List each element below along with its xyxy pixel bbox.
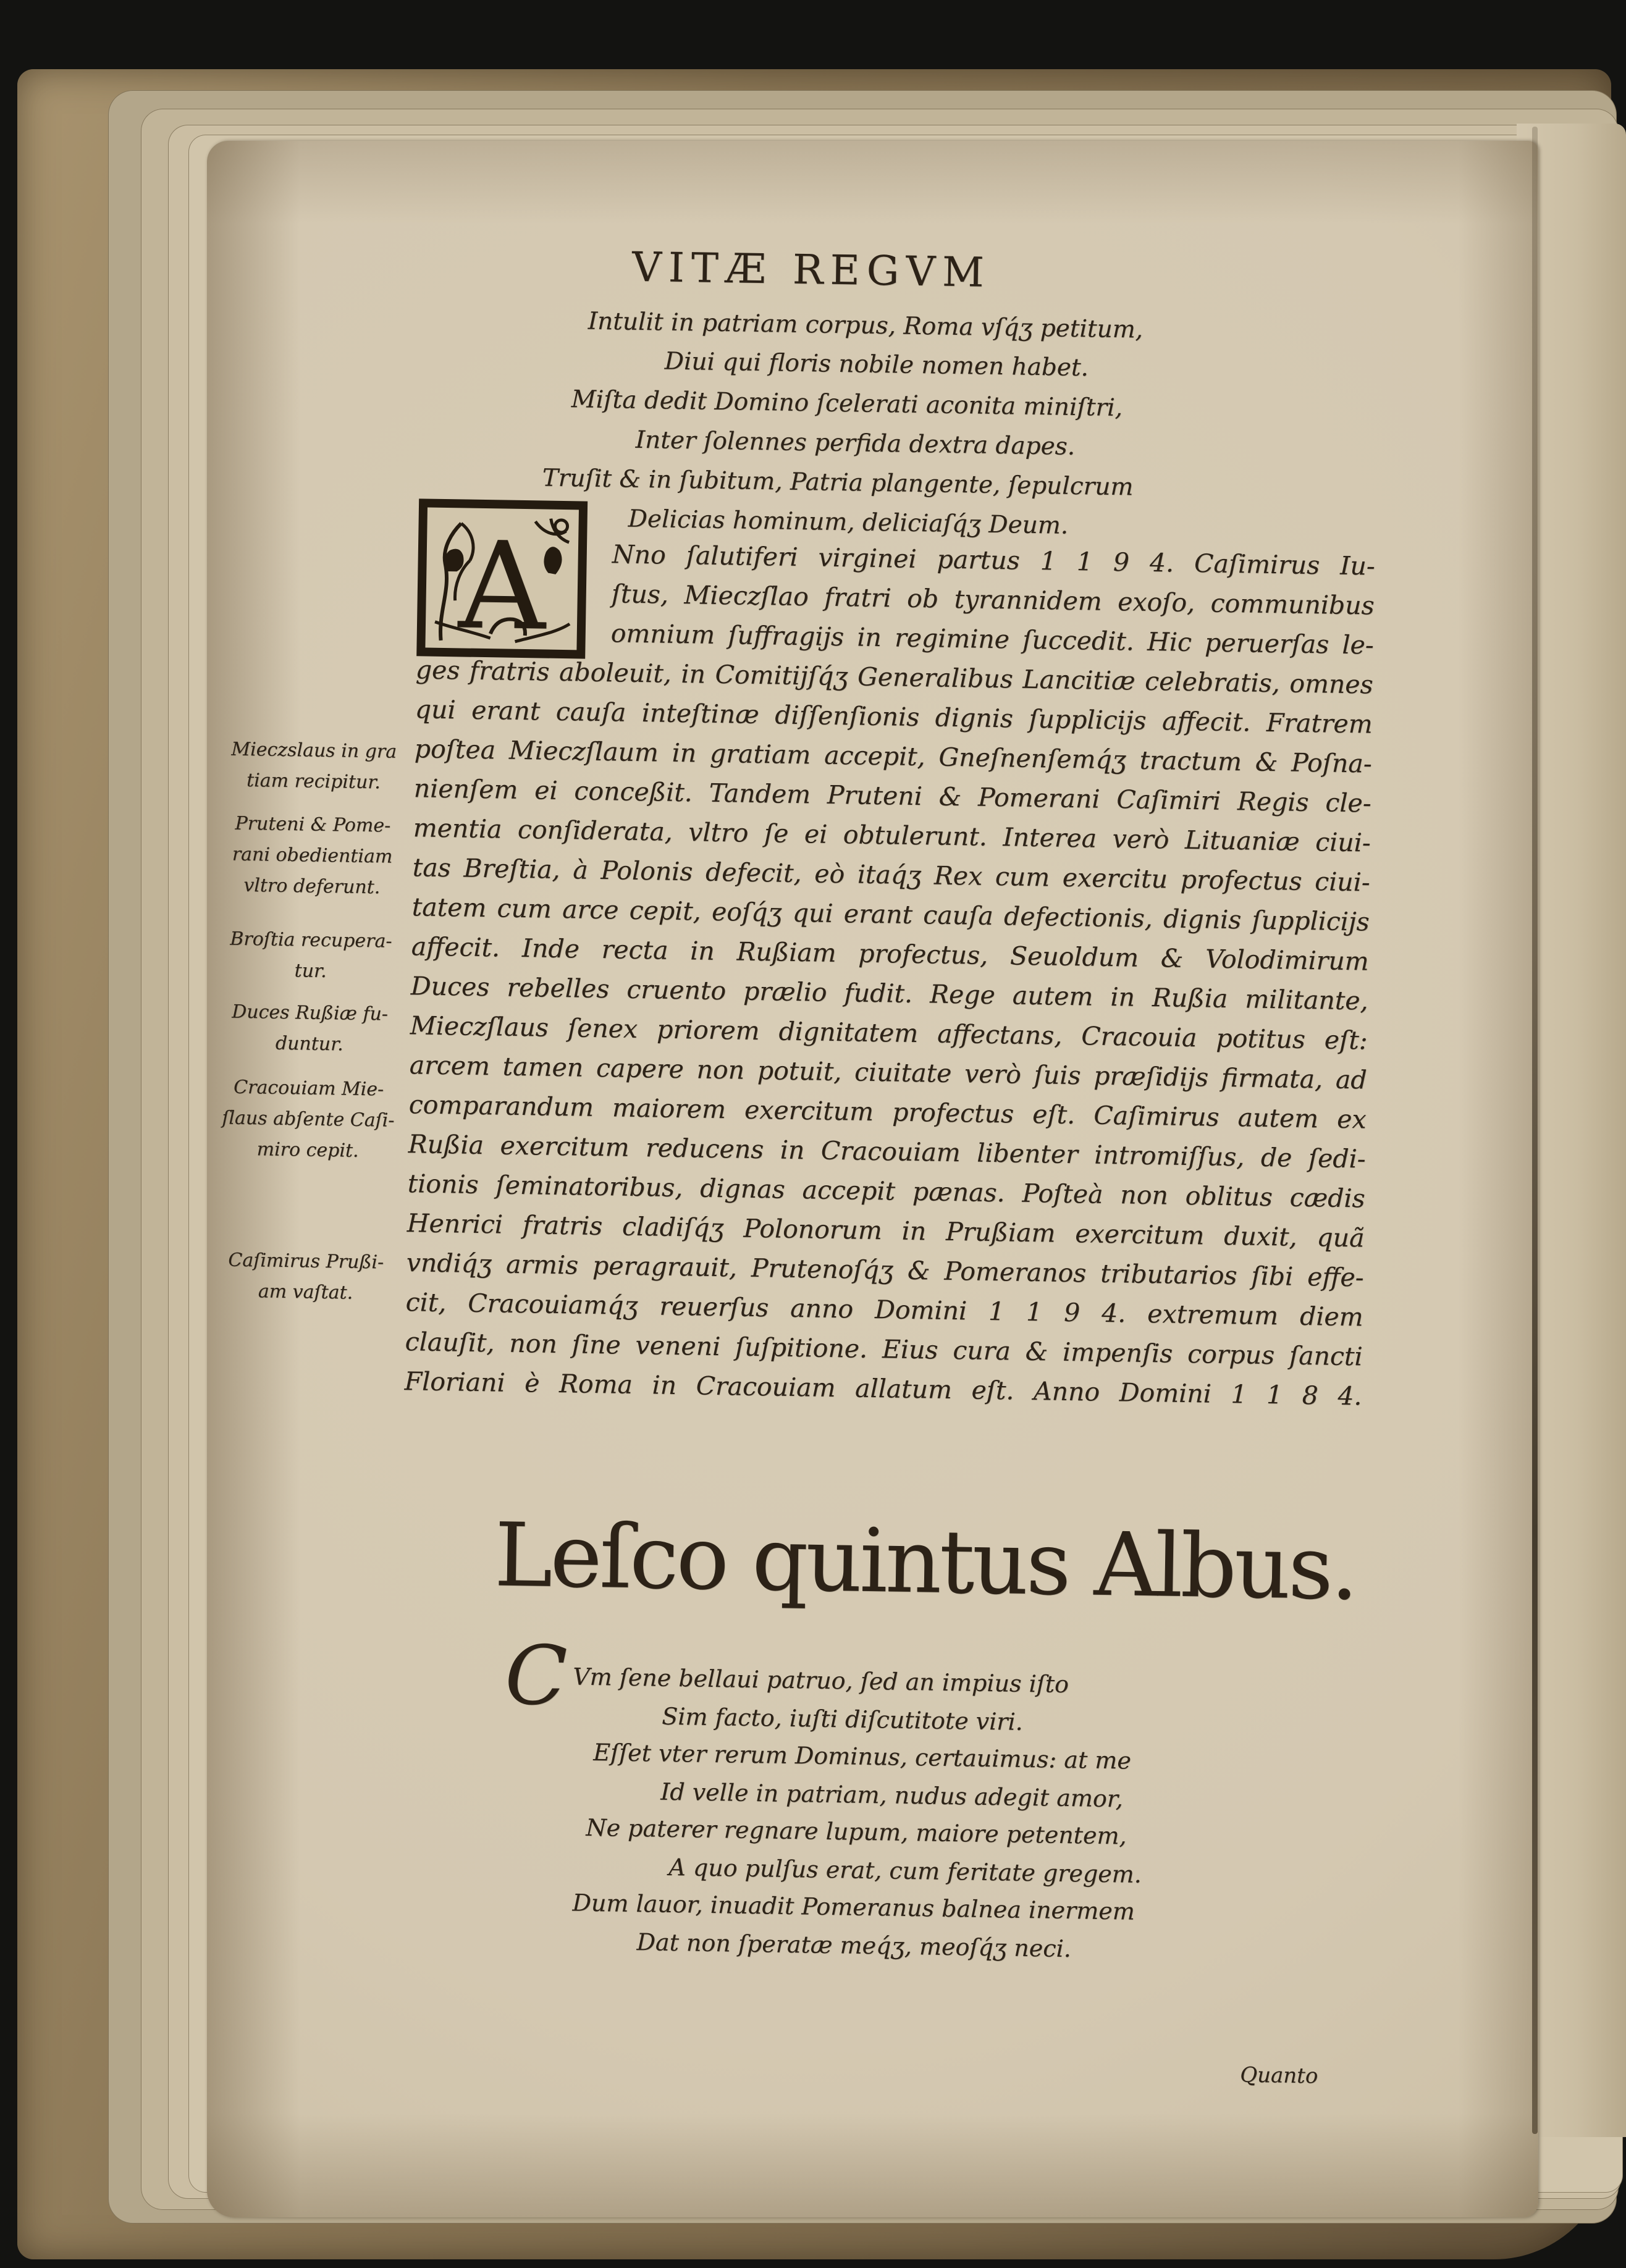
body-line: Henrici fratris cladiſq́ʒ Polonorum in Prußiam exercitum duxit, quã [406,1208,1365,1253]
poem-line: Eſſet vter rerum Dominus, certauimus: at me [593,1739,1132,1774]
margin-note-line: tur. [294,960,327,983]
margin-note [217,808,407,904]
catchword: Quanto [1239,2062,1318,2089]
margin-note-line: Pruteni & Pome- [235,812,391,837]
epigram-line: Delicias hominum, deliciaſq́ʒ Deum. [628,505,1069,540]
margin-note-line: ſlaus abſente Caſi- [222,1107,395,1132]
poem-line: Dat non ſperatæ meq́ʒ, meoſq́ʒ neci. [636,1928,1072,1963]
body-line: clauſit, non ſine veneni ſuſpitione. Eius cura & impenſis corpus ſancti [405,1327,1363,1372]
poem-line: A quo pulſus erat, cum feritate gregem. [668,1853,1142,1888]
poem-line: Vm ſene bellaui patruo, ſed an impius iſto [572,1663,1069,1699]
page-content [191,130,1555,2227]
fore-edge-gap [1532,127,1538,2134]
margin-note-line: duntur. [275,1032,343,1056]
body-line: ſtus, Mieczſlao fratri ob tyrannidem exoſo, communibus [611,579,1375,621]
margin-note-line: tiam recipitur. [246,770,381,794]
body-line: arcem tamen capere non potuit, ciuitate verò ſuis præſidijs firmata, ad [409,1050,1367,1095]
poem-line: Id velle in patriam, nudus adegit amor, [660,1778,1124,1813]
margin-note-line: am vaſtat. [258,1280,353,1304]
margin-note-line: Cracouiam Mie- [233,1076,384,1101]
drop-cap-woodcut [416,498,588,659]
margin-note [216,923,406,988]
body-line: omnium ſuffragijs in regimine ſuccedit. Hic peruerſas le- [610,618,1375,660]
epigram-line: Inter ſolennes perfida dextra dapes. [635,426,1076,461]
body-line: comparandum maiorem exercitum profectus eſt. Caſimirus autem ex [408,1090,1367,1135]
margin-note-line: vltro deferunt. [243,874,381,899]
body-line: nienſem ei conceßit. Tandem Pruteni & Pomerani Caſimiri Regis cle- [413,773,1372,818]
body-line: ges fratris aboleuit, in Comitijſq́ʒ Generalibus Lancitiæ celebratis, omnes [415,655,1374,700]
drop-cap-letter: A [457,515,547,657]
epigram-line: Miſta dedit Domino ſcelerati aconita miniſtri, [571,385,1123,422]
body-line: tatem cum arce cepit, eoſq́ʒ qui erant cauſa defectionis, dignis ſupplicijs [411,892,1370,937]
section-heading: Leſco quintus Albus. [494,1504,1357,1620]
body-line: Rußia exercitum reducens in Cracouiam libenter intromiſſus, de ſedi- [408,1129,1366,1174]
margin-note-line: Caſimirus Prußi- [228,1249,384,1274]
body-line: tionis ſeminatoribus, dignas accepit pænas. Poſteà non oblitus cædis [407,1169,1365,1214]
poem-line: Dum lauor, inuadit Pomeranus balnea inermem [572,1889,1135,1925]
body-line: poſtea Mieczſlaum in gratiam accepit, Gneſnenſemq́ʒ tractum & Poſna- [414,734,1373,779]
body-line: Floriani è Roma in Cracouiam allatum eſt. Anno Domini 1 1 8 4. [404,1366,1362,1411]
book-page [207,141,1538,2217]
body-line: cit, Cracouiamq́ʒ reuerſus anno Domini 1 1 9 4. extremum diem [405,1287,1363,1332]
poem-line: Sim facto, iuſti diſcutitote viri. [661,1702,1024,1736]
body-line: Mieczſlaus ſenex priorem dignitatem affectans, Cracouia potitus eſt: [410,1010,1368,1056]
running-title: VITÆ REGVM [631,243,992,296]
body-line: vndiq́ʒ armis peragrauit, Prutenoſq́ʒ & Pomeranos tributarios ſibi effe- [406,1248,1364,1293]
body-line: mentia conſiderata, vltro ſe ei obtulerunt. Interea verò Lituaniæ ciui- [413,813,1371,858]
epigram-line: Intulit in patriam corpus, Roma vſq́ʒ petitum, [588,307,1144,344]
poem-line: Ne paterer regnare lupum, maiore petentem, [586,1813,1127,1850]
margin-note-line: rani obedientiam [232,843,393,868]
margin-note [211,1245,401,1309]
poem-initial: C [504,1628,568,1724]
margin-note [219,734,409,799]
margin-note-line: Broſtia recupera- [230,928,392,952]
body-line: Duces rebelles cruento prælio fudit. Rege autem in Rußia militante, [410,971,1369,1016]
body-line: Nno ſalutiferi virginei partus 1 1 9 4. Caſimirus Iu- [612,539,1376,581]
epigram-line: Truſit & in ſubitum, Patria plangente, ſepulcrum [542,464,1134,502]
margin-note [215,996,405,1061]
margin-note-line: Mieczslaus in gra [231,738,397,763]
body-line: affecit. Inde recta in Rußiam profectus, Seuoldum & Volodimirum [411,931,1370,976]
body-line: qui erant cauſa inteſtinæ diſſenſionis dignis ſupplicijs affecit. Fratrem [415,694,1373,739]
margin-note [213,1072,403,1167]
margin-note-line: Duces Rußiæ fu- [231,1001,389,1025]
margin-note-line: miro cepit. [256,1138,359,1162]
body-line: tas Breſtia, à Polonis defecit, eò itaq́ʒ Rex cum exercitu profectus ciui- [412,852,1371,897]
epigram-line: Diui qui floris nobile nomen habet. [664,347,1089,382]
